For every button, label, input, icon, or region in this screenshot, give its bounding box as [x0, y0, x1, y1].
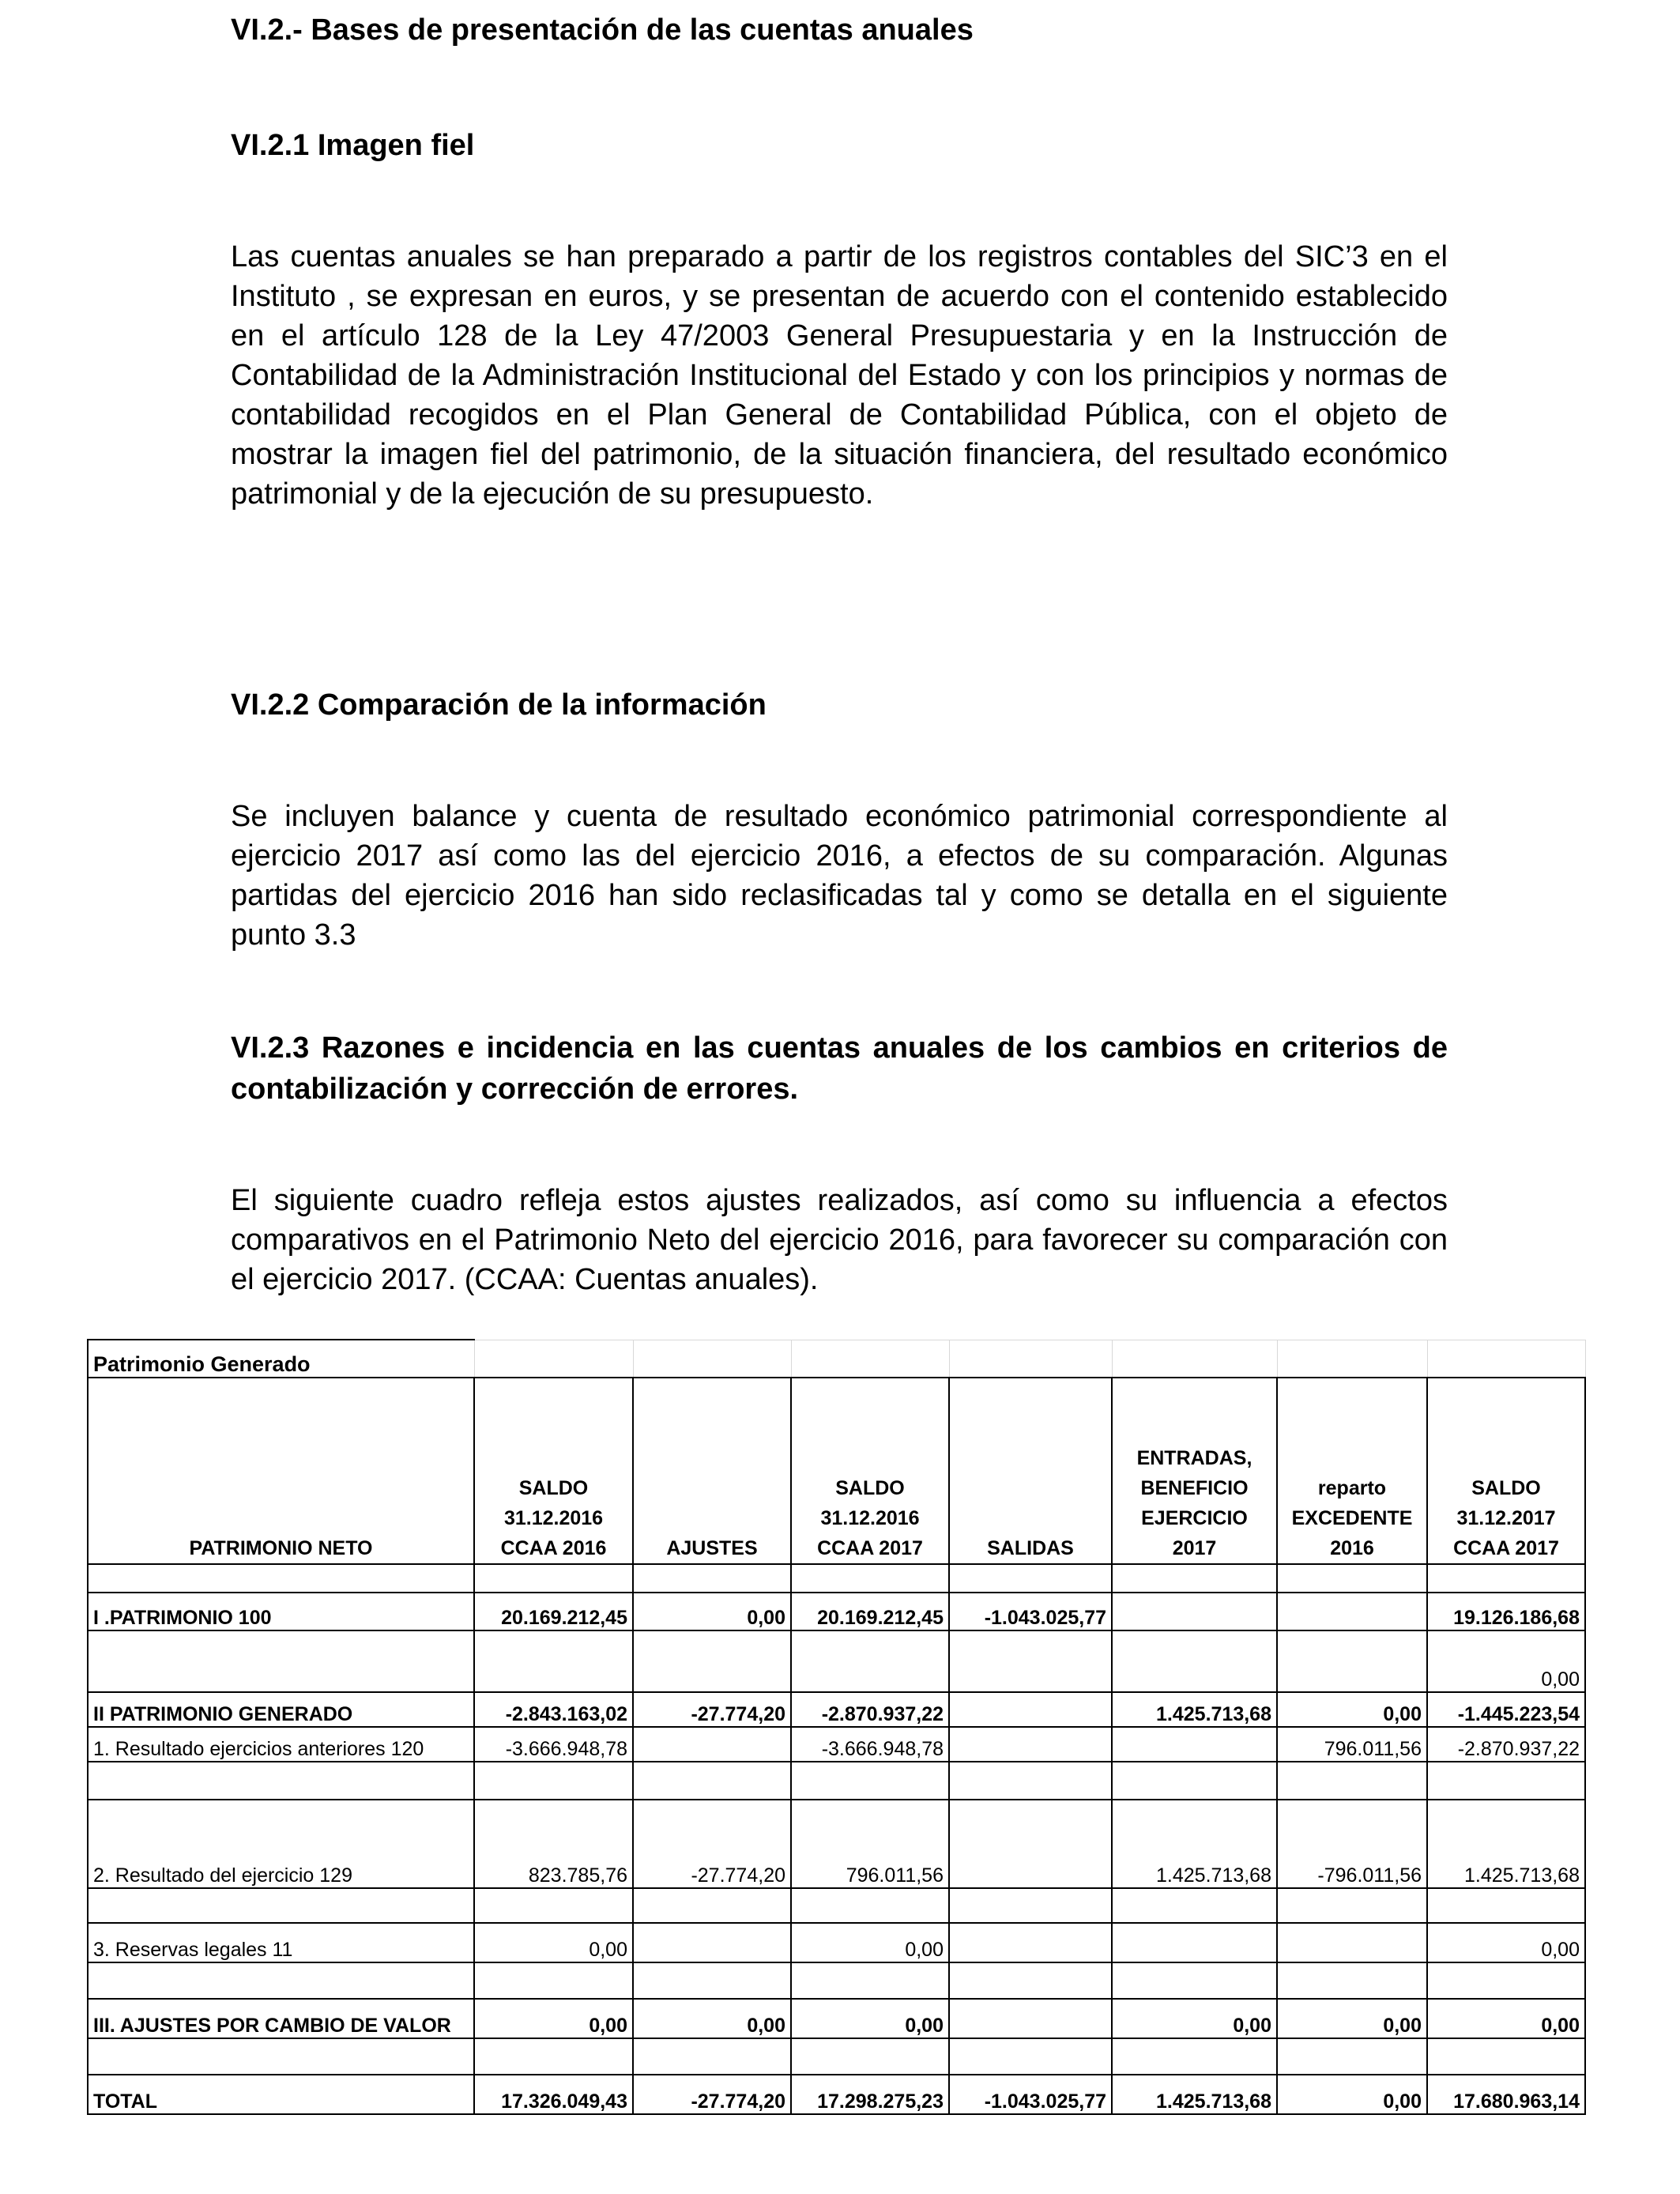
row-label: 3. Reservas legales 11 [88, 1923, 474, 1962]
spacer-row [88, 1762, 1585, 1800]
table-cell: 17.298.275,23 [791, 2075, 949, 2114]
table-cell: -1.043.025,77 [949, 1593, 1112, 1630]
table-cell: -3.666.948,78 [474, 1727, 633, 1762]
table-cell: 796.011,56 [1277, 1727, 1427, 1762]
spacer-row [88, 1962, 1585, 1999]
table-cell: 0,00 [474, 1999, 633, 2038]
table-cell: 0,00 [1112, 1999, 1277, 2038]
table-cell [949, 1727, 1112, 1762]
paragraph-imagen-fiel: Las cuentas anuales se han preparado a partir de los registros contables del SIC’3 en el Instituto , se expresan en euros, y se presentan de acuerdo con el contenido establecido en el artículo 128 de la Ley 47/2003 General Presupuestaria y en la Instrucción de Contabilidad de la Administración Institucional del Estado y con los principios y normas de contabilidad recogidos en el Plan General de Contabilidad Pública, con el objeto de mostrar la imagen fiel del patrimonio, de la situación financiera, del resultado económico patrimonial y de la ejecución de su presupuesto. [231, 240, 1448, 511]
column-header: SALDO 31.12.2016 CCAA 2017 [791, 1378, 949, 1564]
table-cell: -1.445.223,54 [1427, 1692, 1585, 1727]
table-cell: -2.870.937,22 [1427, 1727, 1585, 1762]
spacer-row [88, 1564, 1585, 1593]
table-title-row [88, 1340, 1585, 1378]
table-cell [474, 1630, 633, 1692]
table-cell [1112, 1727, 1277, 1762]
table-cell [633, 1727, 791, 1762]
table-cell: 0,00 [791, 1923, 949, 1962]
table-cell: 1.425.713,68 [1427, 1800, 1585, 1888]
table-row [88, 2075, 1585, 2114]
table-cell [1112, 1923, 1277, 1962]
section-title: VI.2.- Bases de presentación de las cuentas anuales [231, 13, 974, 47]
row-label: II PATRIMONIO GENERADO [88, 1692, 474, 1727]
table-cell: 0,00 [1277, 1692, 1427, 1727]
table-cell [949, 1692, 1112, 1727]
table-cell: 20.169.212,45 [791, 1593, 949, 1630]
row-label: I .PATRIMONIO 100 [88, 1593, 474, 1630]
table-cell: 0,00 [474, 1923, 633, 1962]
paragraph-razones: El siguiente cuadro refleja estos ajustes realizados, así como su influencia a efectos comparativos en el Patrimonio Neto del ejercicio 2016, para favorecer su comparación con el ejercicio 2017. (CCAA: Cuentas anuales). [231, 1184, 1448, 1296]
table-row [88, 1923, 1585, 1962]
table-row [88, 1630, 1585, 1692]
table-cell [633, 1630, 791, 1692]
table-cell: 1.425.713,68 [1112, 1800, 1277, 1888]
subsection-title-comparacion: VI.2.2 Comparación de la información [231, 688, 767, 722]
column-header: SALDO 31.12.2016 CCAA 2016 [474, 1378, 633, 1564]
subsection-title-imagen-fiel: VI.2.1 Imagen fiel [231, 129, 475, 162]
row-label: III. AJUSTES POR CAMBIO DE VALOR [88, 1999, 474, 2038]
table-cell: 796.011,56 [791, 1800, 949, 1888]
table-cell [1112, 1630, 1277, 1692]
table-cell: 20.169.212,45 [474, 1593, 633, 1630]
table-cell: 0,00 [1427, 1923, 1585, 1962]
column-header: SALDO 31.12.2017 CCAA 2017 [1427, 1378, 1585, 1564]
table-cell: -27.774,20 [633, 2075, 791, 2114]
table-cell: -796.011,56 [1277, 1800, 1427, 1888]
table-cell [791, 1630, 949, 1692]
table-row [88, 1999, 1585, 2038]
row-label: 1. Resultado ejercicios anteriores 120 [88, 1727, 474, 1762]
table-cell: 0,00 [1277, 2075, 1427, 2114]
row-label: 2. Resultado del ejercicio 129 [88, 1800, 474, 1888]
table-row [88, 1727, 1585, 1762]
table-row [88, 1692, 1585, 1727]
patrimonio-table [87, 1339, 1586, 2115]
table-cell: 0,00 [1427, 1999, 1585, 2038]
table-cell [1277, 1593, 1427, 1630]
row-label [88, 1630, 474, 1692]
row-label: TOTAL [88, 2075, 474, 2114]
spacer-row [88, 1888, 1585, 1923]
paragraph-comparacion: Se incluyen balance y cuenta de resultado económico patrimonial correspondiente al ejercicio 2017 así como las del ejercicio 2016, a efectos de su comparación. Algunas partidas del ejercicio 2016 han sido reclasificadas tal y como se detalla en el siguiente punto 3.3 [231, 800, 1448, 952]
subsection-title-razones: VI.2.3 Razones e incidencia en las cuentas anuales de los cambios en criterios de contabilización y corrección de errores. [231, 1031, 1448, 1106]
table-cell [1112, 1593, 1277, 1630]
table-cell: 0,00 [633, 1999, 791, 2038]
column-header: SALIDAS [949, 1378, 1112, 1564]
column-header: PATRIMONIO NETO [88, 1378, 474, 1564]
table-cell [1277, 1923, 1427, 1962]
column-header: AJUSTES [633, 1378, 791, 1564]
table-cell: -27.774,20 [633, 1800, 791, 1888]
spacer-row [88, 2038, 1585, 2075]
table-row [88, 1800, 1585, 1888]
table-cell: 0,00 [1277, 1999, 1427, 2038]
table-cell [949, 1630, 1112, 1692]
table-row [88, 1593, 1585, 1630]
table-cell: 1.425.713,68 [1112, 2075, 1277, 2114]
table-header-row [88, 1378, 1585, 1564]
table-cell: -3.666.948,78 [791, 1727, 949, 1762]
table-cell: -2.870.937,22 [791, 1692, 949, 1727]
table-cell: 0,00 [633, 1593, 791, 1630]
table-cell: 17.326.049,43 [474, 2075, 633, 2114]
table-cell: 0,00 [1427, 1630, 1585, 1692]
column-header: ENTRADAS, BENEFICIO EJERCICIO 2017 [1112, 1378, 1277, 1564]
table-cell: 1.425.713,68 [1112, 1692, 1277, 1727]
table-cell: -27.774,20 [633, 1692, 791, 1727]
table-cell: 17.680.963,14 [1427, 2075, 1585, 2114]
table-title: Patrimonio Generado [88, 1340, 474, 1378]
table-cell: 823.785,76 [474, 1800, 633, 1888]
table-cell: -1.043.025,77 [949, 2075, 1112, 2114]
table-cell [949, 1800, 1112, 1888]
table-cell: -2.843.163,02 [474, 1692, 633, 1727]
table-cell: 19.126.186,68 [1427, 1593, 1585, 1630]
table-cell [949, 1999, 1112, 2038]
column-header: reparto EXCEDENTE 2016 [1277, 1378, 1427, 1564]
table-cell: 0,00 [791, 1999, 949, 2038]
table-cell [949, 1923, 1112, 1962]
table-cell [1277, 1630, 1427, 1692]
table-cell [633, 1923, 791, 1962]
